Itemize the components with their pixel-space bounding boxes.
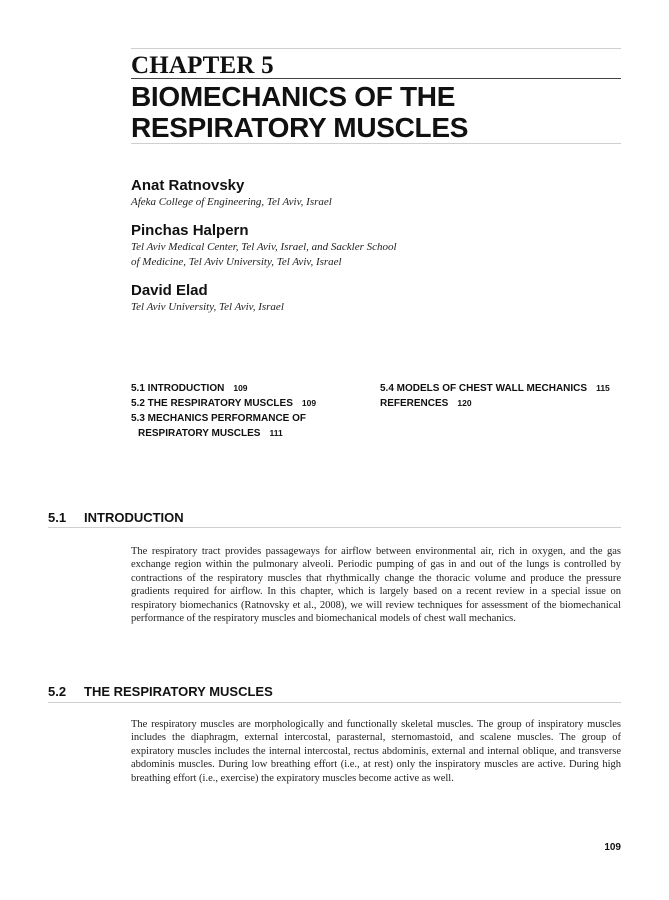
toc-left-column [131,381,316,441]
chapter-title-line-1: BIOMECHANICS OF THE [131,81,456,112]
author-affiliation-line-2: of Medicine, Tel Aviv University, Tel Aviv, Israel [131,256,342,268]
author-name: Pinchas Halpern [131,222,249,239]
page-number: 109 [604,842,621,853]
chapter-label: CHAPTER 5 [131,52,274,79]
chapter-title [131,81,468,143]
section-heading [48,510,184,525]
section-heading [48,684,273,699]
author-block [131,177,332,210]
title-bottom-rule [131,143,621,144]
toc-entry-page: 115 [596,383,610,393]
toc-entry[interactable] [131,411,316,426]
author-affiliation: Tel Aviv Medical Center, Tel Aviv, Israel, and Sackler School [131,241,397,253]
toc-entry-page: 109 [233,383,248,393]
toc-entry-text: 5.4 MODELS OF CHEST WALL MECHANICS [380,383,588,394]
author-name: Anat Ratnovsky [131,177,245,194]
toc-entry-text: 5.1 INTRODUCTION [131,383,225,394]
chapter-title-line-2: RESPIRATORY MUSCLES [131,112,469,143]
section-body: The respiratory tract provides passageways for airflow between environmental air, rich in oxygen, and the gas exchange region within the pulmonary alveoli. Periodic pumping of gas in and out of the lungs is controlled by contractions of the respiratory muscles that rhythmically change the thoracic volume and produce the pressure gradients required for airflow. In this chapter, which is largely based on a recent review in a special issue on respiratory biomechanics (Ratnovsky et al., 2008), we will review techniques for assessment of the biomechanical performance of the respiratory muscles and biomechanical models of chest wall mechanics. [131,546,621,625]
toc-entry-text: 5.2 THE RESPIRATORY MUSCLES [131,398,293,409]
toc-entry-text: RESPIRATORY MUSCLES [138,428,261,439]
toc-entry-text: 5.3 MECHANICS PERFORMANCE OF [131,413,307,424]
toc-entry[interactable] [380,381,610,396]
section-title: INTRODUCTION [84,510,184,525]
toc-entry-text: REFERENCES [380,398,449,409]
toc-entry[interactable] [131,381,316,396]
section-rule [48,702,621,703]
author-name: David Elad [131,282,208,299]
chapter-rule [131,78,621,79]
toc-entry[interactable] [131,426,316,441]
toc-entry-page: 111 [269,428,283,438]
section-rule [48,527,621,528]
toc-right-column [380,381,610,411]
section-title: THE RESPIRATORY MUSCLES [84,684,273,699]
toc-entry-page: 120 [457,398,472,408]
toc-entry-page: 109 [301,398,317,408]
section-number: 5.1 [48,510,67,525]
section-body: The respiratory muscles are morphologically and functionally skeletal muscles. The group of inspiratory muscles includes the diaphragm, external intercostal, parasternal, sternomastoid, and scalene muscles. The group of expiratory muscles includes the internal intercostal, rectus abdominis, external and internal oblique, and transverse abdominis muscles. During low breathing effort (i.e., at rest) only the inspiratory muscles are active. During high breathing effort (i.e., exercise) the expiratory muscles become active as well. [131,719,621,784]
top-rule [131,48,621,49]
toc-entry[interactable] [380,396,610,411]
author-block [131,282,284,315]
author-block [131,222,397,270]
author-affiliation: Tel Aviv University, Tel Aviv, Israel [131,301,284,313]
author-affiliation: Afeka College of Engineering, Tel Aviv, Israel [131,196,332,208]
toc-entry[interactable] [131,396,316,411]
section-number: 5.2 [48,684,67,699]
